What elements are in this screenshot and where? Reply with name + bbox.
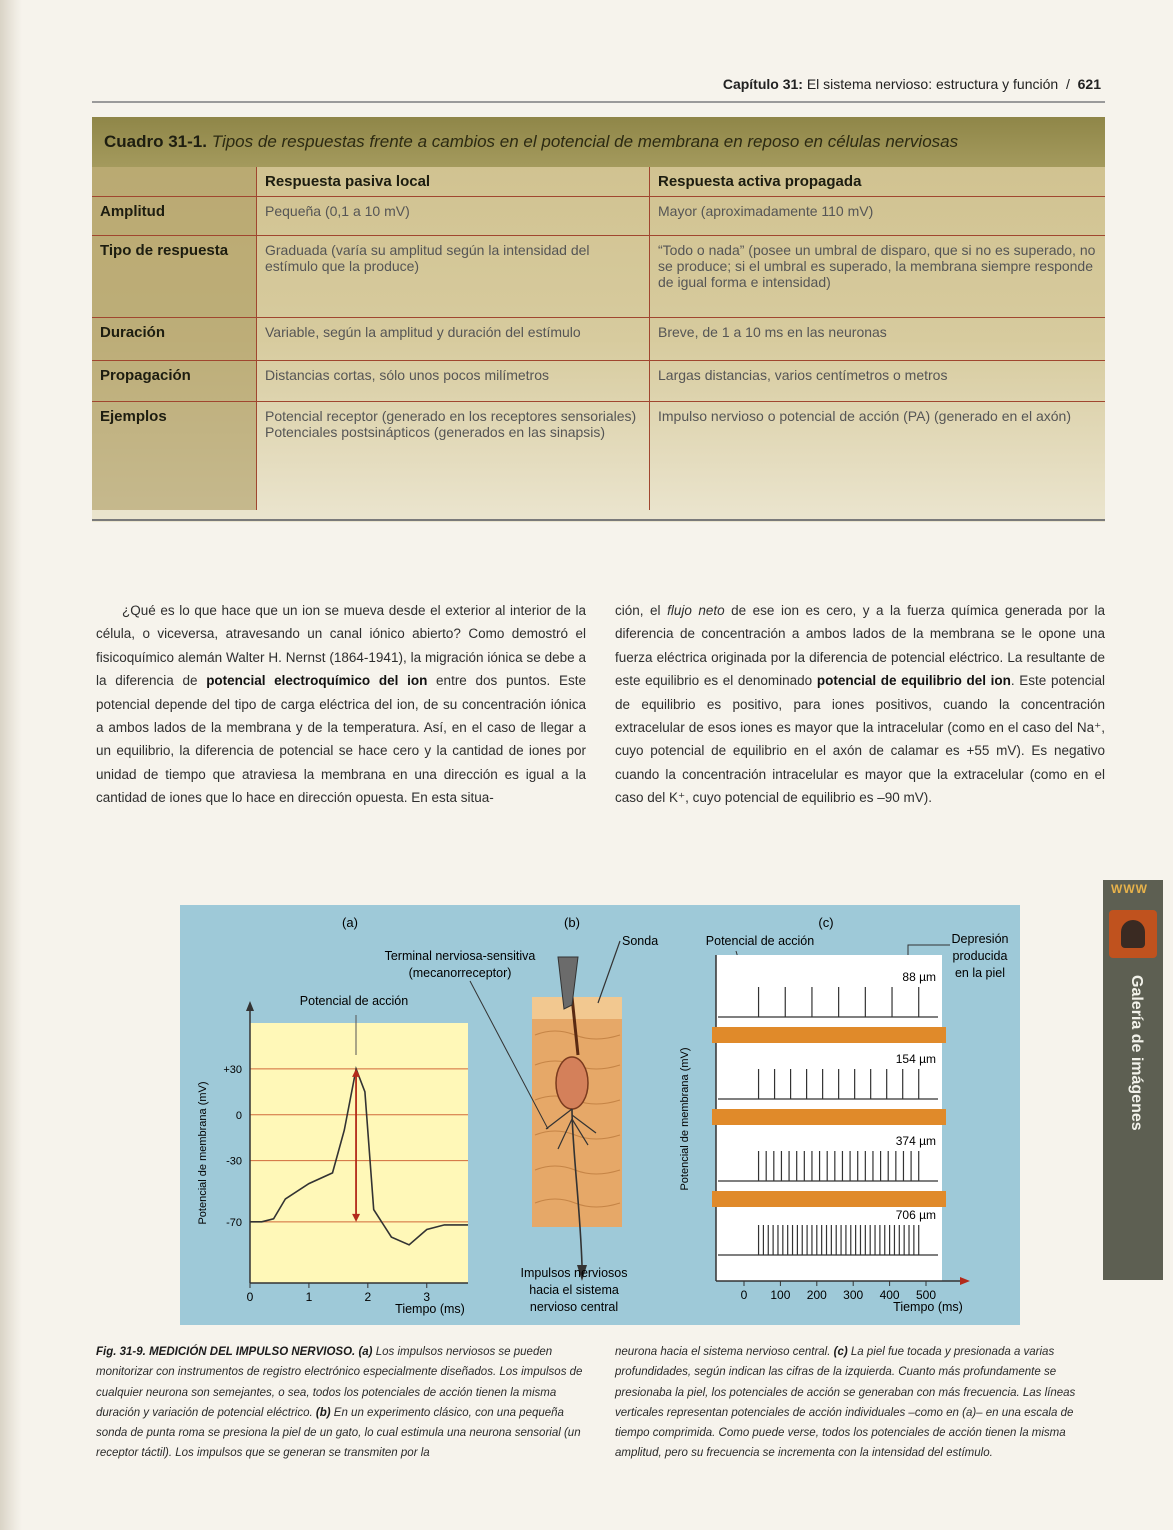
row-label-tipo: Tipo de respuesta — [92, 236, 257, 318]
panel-a-xticks — [247, 1283, 431, 1304]
terminal-label-2: (mecanorreceptor) — [408, 966, 512, 980]
skin-epidermis — [532, 997, 622, 1019]
panel-c-ylabel: Potencial de membrana (mV) — [679, 1047, 691, 1191]
panel-a-yticks — [223, 1064, 242, 1229]
panel-a-ylabel: Potencial de membrana (mV) — [197, 1081, 209, 1225]
figure-caption-left — [96, 1342, 586, 1464]
panel-c-x-arrow — [960, 1277, 970, 1285]
cell-propagacion-activa: Largas distancias, varios centímetros o metros — [650, 361, 1106, 402]
ytick-label: -70 — [226, 1216, 242, 1229]
figure-svg — [180, 905, 1020, 1325]
xtick-label: 2 — [364, 1290, 372, 1304]
depth-label: 88 µm — [902, 970, 936, 984]
cell-propagacion-pasiva: Distancias cortas, sólo unos pocos milímetros — [257, 361, 650, 402]
trace-separator-bar — [712, 1109, 946, 1125]
running-header — [723, 76, 1101, 92]
term-potencial-electroquimico: potencial electroquímico del ion — [206, 673, 428, 689]
cuadro-title: Tipos de respuestas frente a cambios en el potencial de membrana en reposo en células nerviosas — [211, 132, 959, 151]
xtick-label: 1 — [305, 1290, 313, 1304]
xtick-label: 0 — [740, 1288, 748, 1302]
cell-tipo-pasiva: Graduada (varía su amplitud según la intensidad del estímulo que la produce) — [257, 236, 650, 318]
cuadro-label: Cuadro 31-1. — [104, 132, 207, 151]
panel-c-xlabel: Tiempo (ms) — [893, 1300, 963, 1314]
col-header-pasiva: Respuesta pasiva local — [257, 167, 650, 197]
caption-c-text: La piel fue tocada y presionada a varias profundidades, según indican las cifras de la izquierda. Cuanto más profundamente se presionaba la piel, los potenciales de acción se generaban con más frecuencia. Las líneas verticales representan potenciales de acción individuales –como en (a)– en una escala de tiempo comprimida. Como puede verse, todos los potenciales de acción tienen la misma amplitud, pero su frecuencia se incrementa con la intensidad del estímulo. — [615, 1346, 1076, 1460]
caption-a-text: Los impulsos nerviosos se pueden monitorizar con instrumentos de registro electrónico especialmente diseñados. Los impulsos de cualquier neurona son semejantes, o sea, todos los potenciales de acción tienen la misma duración y variación de potencial eléctrico. — [96, 1346, 583, 1419]
depth-label: 154 µm — [895, 1052, 936, 1066]
xtick-label: 400 — [879, 1288, 900, 1302]
cell-tipo-activa: “Todo o nada” (posee un umbral de disparo, que si no es superado, no se produce; si el umbral es superado, la membrana siempre responde de igual forma e intensidad) — [650, 236, 1106, 318]
figure-caption-right — [615, 1342, 1105, 1464]
table-header-row — [92, 167, 1105, 197]
cell-duracion-pasiva: Variable, según la amplitud y duración del estímulo — [257, 318, 650, 361]
panel-a-letter: (a) — [342, 915, 358, 930]
panel-a-plot-area — [250, 1023, 468, 1283]
row-label-amplitud: Amplitud — [92, 197, 257, 236]
page-number: 621 — [1077, 76, 1101, 92]
caption-b-text: En un experimento clásico, con una pequeña sonda de punta roma se presiona la piel de un gato, lo cual estimula una neurona sensorial (un receptor táctil). Los impulsos que se generan se transmiten por la — [96, 1406, 581, 1460]
page-spine-shadow — [0, 0, 22, 1530]
depression-label-2: producida — [952, 949, 1008, 963]
term-potencial-equilibrio: potencial de equilibrio del ion — [816, 673, 1011, 689]
body-right-text-c: . Este potencial de equilibrio es positivo, para iones positivos, cuando la concentración extracelular de esos iones es mayor que la intracelular (como en el caso del Na⁺, cuyo potencial de equilibrio en el axón de calamar es +55 mV). Es negativo cuando la concentración intracelular es mayor que la extracelular (como en el caso del K⁺, cuyo potencial de equilibrio es –90 mV). — [615, 673, 1105, 806]
fig-title: MEDICIÓN DEL IMPULSO NERVIOSO. — [149, 1346, 356, 1358]
table-corner-cell — [92, 167, 257, 197]
impulse-label-3: nervioso central — [529, 1300, 619, 1314]
trace-separator-bar — [712, 1191, 946, 1207]
depth-label: 374 µm — [895, 1134, 936, 1148]
panel-c-xticks — [741, 1281, 937, 1302]
table-row — [92, 236, 1105, 318]
table-row — [92, 361, 1105, 402]
panel-b-letter: (b) — [564, 915, 580, 930]
xtick-label: 0 — [246, 1290, 254, 1304]
caption-c-label: (c) — [833, 1346, 848, 1358]
figure-31-9 — [180, 905, 1020, 1325]
cuadro-table — [92, 167, 1105, 510]
term-flujo-neto: flujo neto — [667, 603, 725, 618]
ejemplo-pasiva-1: Potencial receptor (generado en los receptores sensoriales) — [265, 408, 637, 424]
caption-a-label: (a) — [358, 1346, 373, 1358]
body-column-right — [615, 599, 1105, 810]
trace-separator-bar — [712, 1027, 946, 1043]
panel-a-annotation: Potencial de acción — [299, 994, 409, 1008]
depression-label-1: Depresión — [951, 932, 1009, 946]
body-left-text-b: entre dos puntos. Este potencial depende del tipo de carga eléctrica del ion, de su concentración iónica a ambos lados de la membrana y de la temperatura. Así, en el caso de llegar a un equilibrio, la diferencia de potencial se hace cero y la cantidad de iones por unidad de tiempo que atraviesa la membrana en una dirección es igual a la cantidad de iones que lo hace en dirección opuesta. En esta situa- — [96, 673, 586, 806]
table-row — [92, 402, 1105, 510]
chapter-label: Capítulo 31: — [722, 76, 803, 92]
body-right-text-a: ción, el — [615, 603, 668, 618]
depth-label: 706 µm — [895, 1208, 936, 1222]
ytick-label: 0 — [235, 1109, 242, 1122]
cell-ejemplos-activa: Impulso nervioso o potencial de acción (PA) (generado en el axón) — [650, 402, 1106, 510]
body-column-left — [96, 599, 586, 810]
cell-amplitud-activa: Mayor (aproximadamente 110 mV) — [650, 197, 1106, 236]
caption-b-label: (b) — [315, 1406, 331, 1419]
chapter-title: El sistema nervioso: estructura y función — [806, 76, 1059, 92]
probe-leader — [598, 941, 620, 1003]
panel-c-ap-label: Potencial de acción — [705, 934, 815, 948]
terminal-label-1: Terminal nerviosa-sensitiva — [384, 949, 536, 963]
xtick-label: 100 — [770, 1288, 791, 1302]
www-label: WWW — [1111, 882, 1148, 896]
caption-right-a: neurona hacia el sistema nervioso central. — [615, 1346, 831, 1358]
row-label-ejemplos: Ejemplos — [92, 402, 257, 510]
xtick-label: 200 — [806, 1288, 827, 1302]
cell-amplitud-pasiva: Pequeña (0,1 a 10 mV) — [257, 197, 650, 236]
depression-label-3: en la piel — [954, 966, 1006, 980]
cuadro-bottom-rule — [92, 519, 1105, 521]
header-rule — [92, 101, 1105, 103]
xtick-label: 300 — [843, 1288, 864, 1302]
panel-a-y-arrow — [246, 1001, 254, 1011]
ejemplo-pasiva-2: Potenciales postsinápticos (generados en las sinapsis) — [265, 424, 606, 440]
ytick-label: -30 — [226, 1155, 242, 1168]
gallery-icon — [1109, 910, 1157, 958]
side-tab-label: Galería de imágenes — [1128, 975, 1145, 1131]
header-separator: / — [1065, 76, 1070, 92]
panel-c-letter: (c) — [818, 915, 834, 930]
xtick-label: 3 — [423, 1290, 431, 1304]
cell-ejemplos-pasiva — [257, 402, 650, 510]
xtick-label: 500 — [915, 1288, 937, 1302]
table-row — [92, 197, 1105, 236]
row-label-propagacion: Propagación — [92, 361, 257, 402]
fig-label: Fig. 31-9. — [96, 1346, 146, 1358]
impulse-label-1: Impulsos nerviosos — [520, 1266, 628, 1280]
side-tab[interactable] — [1103, 880, 1163, 1280]
cell-duracion-activa: Breve, de 1 a 10 ms en las neuronas — [650, 318, 1106, 361]
body-left-text-a: ¿Qué es lo que hace que un ion se mueva desde el exterior al interior de la célula, o viceversa, atravesando un canal iónico abierto? Como demostró el fisicoquímico alemán Walter H. Nernst (1864-1941), la migración iónica se debe a la diferencia de — [96, 603, 586, 689]
table-row — [92, 318, 1105, 361]
probe-label: Sonda — [622, 934, 659, 948]
col-header-activa: Respuesta activa propagada — [650, 167, 1106, 197]
cuadro-title-bar — [92, 117, 1105, 167]
impulse-label-2: hacia el sistema — [529, 1283, 619, 1297]
body-right-text-b: de ese ion es cero, y a la fuerza química generada por la diferencia de concentración a ambos lados de la membrana se le opone una fuerza eléctrica originada por la diferencia de potencial eléctrico. La resultante de este equilibrio es el denominado — [615, 603, 1105, 689]
ytick-label: +30 — [223, 1063, 242, 1076]
hair-follicle — [556, 1057, 588, 1109]
panel-a-xlabel: Tiempo (ms) — [395, 1302, 465, 1316]
row-label-duracion: Duración — [92, 318, 257, 361]
